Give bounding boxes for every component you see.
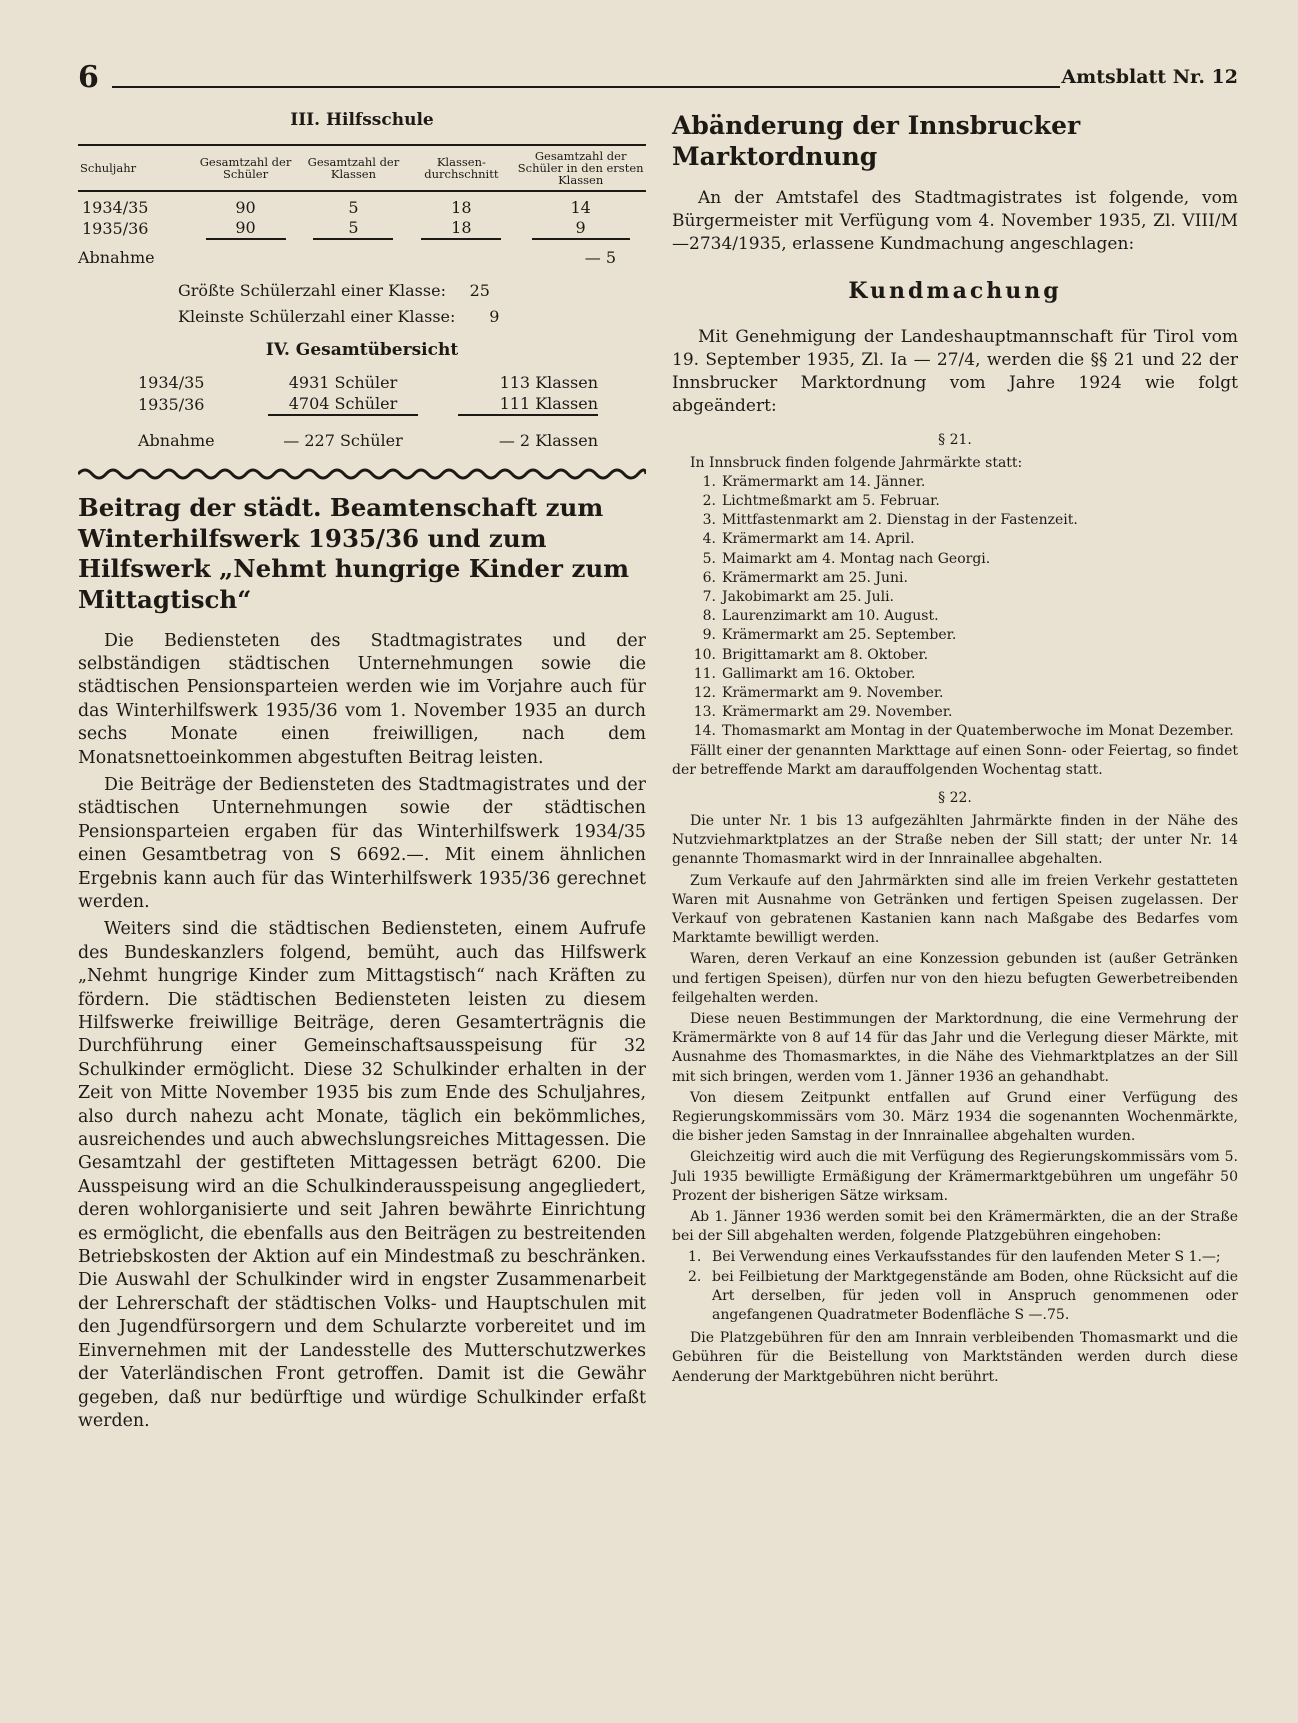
section-22-paragraph-6: Gleichzeitig wird auch die mit Verfügung des Regierungskommissärs vom 5. Juli 1935 bewilligte Ermäßigung der Krämermarktgebühren um ungefähr 50 Prozent der bisherigen Sätze wirksam. — [672, 1149, 1238, 1204]
market-list — [672, 473, 1238, 742]
section-21-intro: In Innsbruck finden folgende Jahrmärkte statt: — [690, 454, 1023, 471]
col-erste-klassen: Gesamtzahl der Schüler in den ersten Klassen — [517, 149, 644, 187]
marktordnung-intro: An der Amtstafel des Stadtmagistrates ist folgende, vom Bürgermeister mit Verfügung vom 4. November 1935, Zl. VIII/M—2734/1935, erlassene Kundmachung angeschlagen: — [672, 187, 1238, 254]
kundmachung-intro: Mit Genehmigung der Landeshauptmannschaft für Tirol vom 19. September 1935, Zl. Ia — 27/4, werden die §§ 21 und 22 der Innsbrucker Marktordnung vom Jahre 1924 wie folgt abgeändert: — [672, 326, 1238, 416]
right-column — [672, 110, 1238, 1387]
header-rule — [112, 86, 1060, 88]
fee-list — [672, 1248, 1238, 1325]
gesamt-table — [138, 372, 598, 451]
list-item: 5. Maimarkt am 4. Montag nach Georgi. — [702, 550, 991, 567]
wave-divider — [78, 463, 646, 485]
section-22-paragraph-2: Zum Verkaufe auf den Jahrmärkten sind alle im freien Verkehr gestatteten Waren mit Ausnahme von Getränken und fertigen Speisen zugelassen. Der Verkauf von gebratenen Kastanien kann nach Maßgabe des Bedarfes vom Marktamte bewilligt werden. — [672, 872, 1238, 947]
table-row: 1935/36 4704 Schüler 111 Klassen — [138, 394, 598, 414]
hilfsschule-table — [78, 144, 646, 240]
closing-paragraph: Die Platzgebühren für den am Innrain verbleibenden Thomasmarkt und die Gebühren für die Beistellung von Marktständen werden durch diese Aenderung der Marktgebühren nicht berührt. — [672, 1330, 1238, 1385]
beitrag-paragraph-1: Die Bediensteten des Stadtmagistrates und der selbständigen städtischen Unternehmungen sowie die städtischen Pensionsparteien werden wie im Vorjahre auch für das Winterhilfswerk 1935/36 vom 1. November 1935 an durch sechs Monate einen freiwilligen, nach dem Monatsnettoeinkommen abgestuften Beitrag leisten. — [78, 630, 646, 768]
table-row: 1934/35 90 5 18 14 — [82, 198, 591, 217]
section-22-title: § 22. — [938, 789, 972, 806]
section-22-paragraph-5: Von diesem Zeitpunkt entfallen auf Grund einer Verfügung des Regierungskommissärs vom 30. März 1934 die sogenannten Wochenmärkte, die bisher jeden Samstag in der Innrainallee abgehalten wurden. — [672, 1089, 1238, 1145]
list-item: 4. Krämermarkt am 14. April. — [702, 531, 915, 548]
list-item: 7. Jakobimarkt am 25. Juli. — [702, 588, 895, 605]
col-klassendurchschnitt: Klassen-durchschnitt — [424, 155, 499, 181]
gesamt-title: IV. Gesamtübersicht — [265, 340, 459, 360]
col-schuljahr: Schuljahr — [80, 161, 137, 175]
beitrag-paragraph-2: Die Beiträge der Bediensteten des Stadtmagistrates und der städtischen Unternehmungen sowie der städtischen Pensionsparteien ergaben für das Winterhilfswerk 1934/35 einen Gesamtbetrag von S 6692.—. Mit einem ähnlichen Ergebnis kann auch für das Winterhilfswerk 1935/36 gerechnet werden. — [78, 774, 646, 912]
list-item: 6. Krämermarkt am 25. Juni. — [702, 569, 908, 586]
section-21-note: Fällt einer der genannten Markttage auf einen Sonn- oder Feiertag, so findet der betreffende Markt am darauffolgenden Wochentag statt. — [672, 742, 1238, 778]
section-21-title: § 21. — [938, 431, 972, 448]
list-item: 1. Bei Verwendung eines Verkaufsstandes für den laufenden Meter S 1.—; — [688, 1249, 1221, 1266]
section-22-paragraph-3: Waren, deren Verkauf an eine Konzession gebunden ist (außer Getränken und fertigen Speisen), dürfen nur von den hiezu befugten Gewerbetreibenden feilgehalten werden. — [672, 951, 1238, 1006]
beitrag-body — [78, 630, 646, 1434]
hilfsschule-abnahme: Abnahme — 5 — [78, 248, 616, 267]
table-row: 1934/35 4931 Schüler 113 Klassen — [138, 373, 598, 392]
list-item: 2. bei Feilbietung der Marktgegenstände am Boden, ohne Rücksicht auf die Art derselben, für jeden voll in Anspruch genommenen oder angefangenen Quadratmeter Bodenfläche S —.75. — [688, 1268, 1238, 1324]
list-item: 14. Thomasmarkt am Montag in der Quatemberwoche im Monat Dezember. — [693, 723, 1234, 740]
left-column — [78, 110, 646, 1433]
beitrag-headline: Beitrag der städt. Beamtenschaft zum Winterhilfswerk 1935/36 und zum Hilfswerk „Nehmt hungrige Kinder zum Mittagtisch“ — [78, 493, 630, 614]
col-gesamtzahl-klassen: Gesamtzahl der Klassen — [307, 155, 400, 181]
section-22-paragraph-7: Ab 1. Jänner 1936 werden somit bei den Krämermärkten, die an der Straße bei der Sill abgehalten werden, folgende Platzgebühren eingehoben: — [672, 1209, 1238, 1245]
marktordnung-headline: Abänderung der Innsbrucker Marktordnung — [672, 111, 1081, 172]
page-number: 6 — [78, 60, 99, 95]
gesamt-abnahme: Abnahme — 227 Schüler — 2 Klassen — [138, 431, 598, 450]
list-item: 11. Gallimarkt am 16. Oktober. — [693, 665, 916, 682]
beitrag-paragraph-3: Weiters sind die städtischen Bediensteten, einem Aufrufe des Bundeskanzlers folgend, bemüht, auch das Hilfswerk „Nehmt hungrige Kinder zum Mittagstisch“ nach Kräften zu fördern. Die städtischen Bediensteten leisten zu diesem Hilfswerke freiwillige Beiträge, deren Gesamterträgnis die Durchführung einer Gemeinschaftsausspeisung für 32 Schulkinder ermöglicht. Diese 32 Schulkinder erhalten in der Zeit von Mitte November 1935 bis zum Ende des Schuljahres, also durch nahezu acht Monate, täglich ein bekömmliches, ausreichendes und auch abwechslungsreiches Mittagessen. Die Gesamtzahl der gestifteten Mittagessen beträgt 6200. Die Ausspeisung wird an die Schulkinderausspeisung angegliedert, deren wohlorganisierte und seit Jahren bewährte Einrichtung es ermöglicht, die ebenfalls aus den Beiträgen zu bestreitenden Betriebskosten der Aktion auf ein Mindestmaß zu beschränken. Die Auswahl der Schulkinder wird in engster Zusammenarbeit der Lehrerschaft der städtischen Volks- und Hauptschulen mit den Jugendfürsorgern und dem Schularzte vorbereitet und im Einvernehmen mit der Landesstelle des Mutterschutzwerkes der Vaterländischen Front getroffen. Damit ist die Gewähr gegeben, daß nur bedürftige und würdige Schulkinder erfaßt werden. — [78, 919, 646, 1431]
section-22-paragraph-4: Diese neuen Bestimmungen der Marktordnung, die eine Vermehrung der Krämermärkte von 8 auf 14 für das Jahr und die Verlegung dieser Märkte, mit Ausnahme des Thomasmarktes, in die Nähe des Viehmarktplatzes an der Sill mit sich bringen, werden vom 1. Jänner 1936 an gehandhabt. — [672, 1010, 1238, 1085]
list-item: 10. Brigittamarkt am 8. Oktober. — [693, 646, 929, 663]
min-schuelerzahl: Kleinste Schülerzahl einer Klasse: 9 — [178, 307, 500, 326]
list-item: 2. Lichtmeßmarkt am 5. Februar. — [702, 492, 940, 509]
list-item: 13. Krämermarkt am 29. November. — [693, 704, 953, 721]
hilfsschule-title: III. Hilfsschule — [290, 110, 434, 130]
col-gesamtzahl-schueler: Gesamtzahl der Schüler — [199, 155, 292, 181]
page-header — [78, 60, 1238, 102]
kundmachung-title: Kundmachung — [848, 277, 1062, 304]
table-row: 1935/36 90 5 18 9 — [78, 218, 646, 240]
publication-title: Amtsblatt Nr. 12 — [1061, 66, 1238, 88]
list-item: 1. Krämermarkt am 14. Jänner. — [702, 473, 926, 490]
list-item: 12. Krämermarkt am 9. November. — [693, 684, 944, 701]
section-22-paragraph-1: Die unter Nr. 1 bis 13 aufgezählten Jahrmärkte finden in der Nähe des Nutzviehmarktplatzes an der Straße neben der Sill statt; der unter Nr. 14 genannte Thomasmarkt wird in der Innrainallee abgehalten. — [672, 812, 1238, 868]
max-schuelerzahl: Größte Schülerzahl einer Klasse: 25 — [178, 281, 490, 300]
list-item: 9. Krämermarkt am 25. September. — [702, 627, 957, 644]
list-item: 3. Mittfastenmarkt am 2. Dienstag in der Fastenzeit. — [702, 512, 1078, 529]
list-item: 8. Laurenzimarkt am 10. August. — [702, 608, 939, 625]
